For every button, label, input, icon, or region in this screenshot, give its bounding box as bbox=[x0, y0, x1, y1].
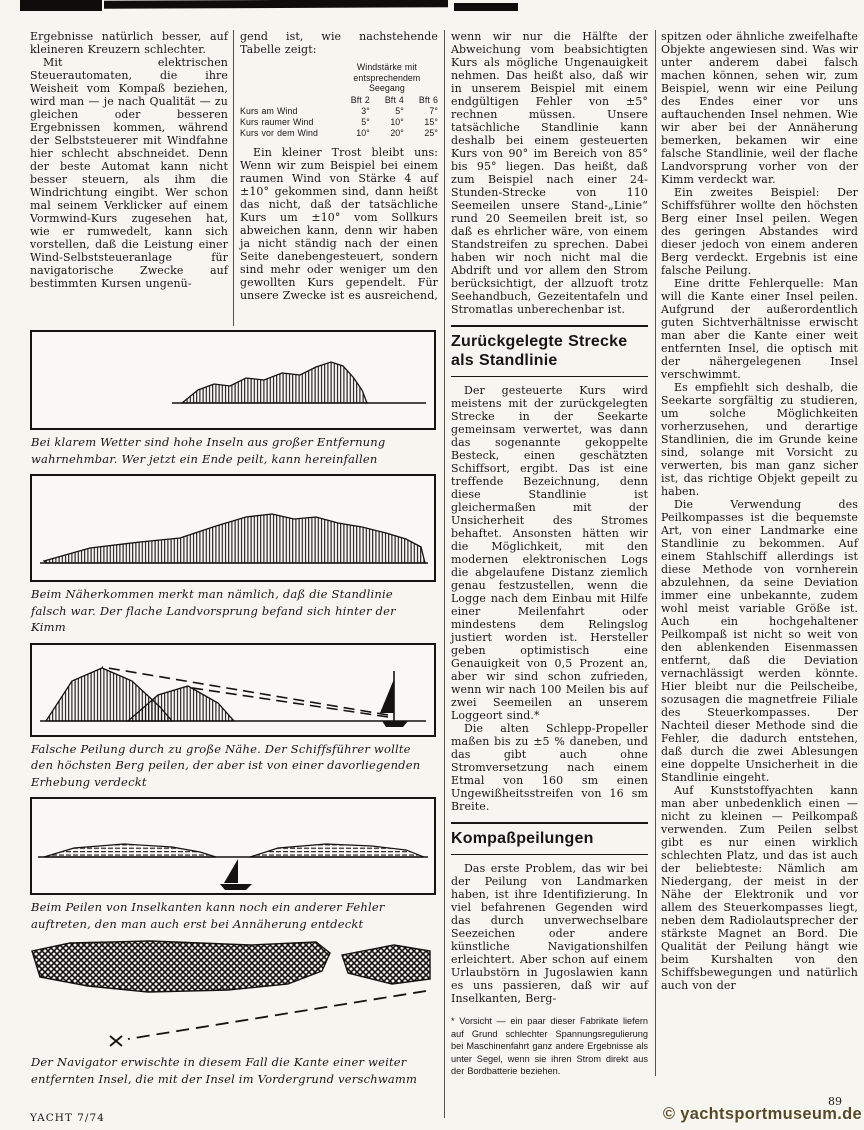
paragraph: Ein zweites Beispiel: Der Schiffsführer wollte den höchsten Berg einer Insel peilen. Wegen des geringen Abstandes wird dieser jedoch von einem anderen Berg verdeckt. Ergebnis ist eine falsche Peilung. bbox=[661, 186, 858, 277]
island-silhouette bbox=[250, 844, 424, 857]
paragraph: Das erste Problem, das wir bei der Peilung von Landmarken haben, ist ihre Identifizierung. In viel befahrenen Gegenden wird das durch unverwechselbare Seezeichen oder andere künstliche Navigationshilfen erleichtert. Aber schon auf einem Urlaubstörn in Jugoslawien kann es uns passieren, daß wir auf Inselkanten, Berg- bbox=[451, 862, 648, 1005]
cell-value: 10° bbox=[356, 127, 370, 138]
text-column-1 bbox=[30, 30, 228, 290]
watermark: © yachtsportmuseum.de bbox=[662, 1105, 862, 1123]
figure-false-bearing-illustration bbox=[30, 643, 436, 737]
cell-value: 7° bbox=[429, 105, 438, 116]
figure-island-edges-illustration bbox=[30, 797, 436, 895]
column-rule bbox=[233, 30, 234, 326]
illustration-block bbox=[30, 330, 436, 1094]
paragraph: Mit elektrischen Steuerautomaten, die ihre Weisheit vom Kompaß beziehen, wird man — je nach Qualität — zu gleichen oder besseren Ergebnissen kommen, während der Selbststeuerer mit Windfahne hier schlecht abschneidet. Denn der beste Automat kann nicht besser steuern, als ihm die Windrichtung eingibt. Wer schon mal seinem Verklicker auf einem Vormwind-Kurs zugesehen hat, wie er rumwedelt, kann sich vorstellen, daß die Leistung einer Wind-Selbststeueranlage für navigatorische Zwecke auf bestimmten Kursen ungenü- bbox=[30, 56, 228, 290]
cell-value: 3° bbox=[361, 105, 370, 116]
bearing-line-dashed bbox=[128, 991, 426, 1039]
section-heading-zurueckgelegte-strecke: Zurückgelegte Strecke als Standlinie bbox=[451, 325, 648, 377]
crop-mark bbox=[104, 0, 448, 9]
text-column-2 bbox=[240, 30, 438, 302]
boat-hull bbox=[382, 721, 408, 727]
table-col-header: Bft 2 bbox=[350, 94, 370, 105]
text-column-3 bbox=[451, 30, 648, 1078]
crop-mark bbox=[20, 0, 102, 11]
cell-value: 20° bbox=[390, 127, 404, 138]
background-island-mass bbox=[342, 945, 430, 984]
paragraph: spitzen oder ähnliche zweifelhafte Objekte angewiesen sind. Was wir unter anderem dabei falsch machen können, sehen wir, zum Beispiel, wenn wir eine Peilung des Endes einer vor uns auftauchenden Insel nehmen. Wie wir aber bei der Annäherung bemerken, bekamen wir eine falsche Standlinie, weil der flache Landvorsprung vorher von der Kimm verdeckt war. bbox=[661, 30, 858, 186]
paragraph: Die alten Schlepp-Propeller maßen bis zu ±5 % daneben, und das gibt auch ohne Stromversetzung nach einem Etmal von 160 sm einen Ungewißheitsstreifen von 16 sm Breite. bbox=[451, 722, 648, 813]
table-col-header: Bft 4 bbox=[384, 94, 404, 105]
row-label: Kurs am Wind bbox=[240, 105, 298, 116]
table-row bbox=[240, 128, 438, 139]
figure-approaching-island-illustration bbox=[30, 474, 436, 582]
cell-value: 10° bbox=[390, 116, 404, 127]
figure-caption: Bei klarem Wetter sind hohe Inseln aus großer Entfernung wahrnehmbar. Wer jetzt ein Ende peilt, kann hereinfallen bbox=[31, 435, 386, 466]
column-rule bbox=[444, 30, 445, 1118]
paragraph: Die Verwendung des Peilkompasses ist die bequemste Art, von einer Landmarke eine Standlinie zu bekommen. Auf einem Stahlschiff allerdings ist diese Methode von vornherein abzulehnen, da seine Deviation immer eine unbekannte, zudem wohl meist variable Größe ist. Auch ein hochgehaltener Peilkompaß ist nicht so weit von den ablenkenden Eisenmassen entfernt, daß die Deviation vernachlässigt werden könnte. Hier bleibt nur die Peilscheibe, sozusagen die magnetfreie Filiale des Steuerkompasses. Der Nachteil dieser Methode sind die Fehler, die dadurch entstehen, daß durch die zwei Ablesungen eine doppelte Unsicherheit in die Standlinie eingeht. bbox=[661, 498, 858, 784]
magazine-issue-label: YACHT 7/74 bbox=[30, 1112, 105, 1124]
figure-caption: Beim Peilen von Inselkanten kann noch ein anderer Fehler auftreten, den man auch erst bei Annäherung entdeckt bbox=[31, 900, 385, 931]
text-column-4 bbox=[661, 30, 858, 992]
table-row bbox=[240, 117, 438, 128]
island-silhouette bbox=[44, 844, 216, 857]
boat-sail bbox=[224, 859, 238, 883]
paragraph: Der gesteuerte Kurs wird meistens mit der zurückgelegten Strecke in der Seekarte gemeinsam verwertet, was dann das sogenannte gekoppelte Besteck, einen geschätzten Schiffsort, ergibt. Das ist eine treffende Bezeichnung, denn diese Standlinie ist gleichermaßen mit der Unsicherheit des Stromes behaftet. Ansonsten hätten wir die Möglichkeit, mit den modernen elektronischen Logs die abgelaufene Distanz ziemlich genau festzustellen, wenn die Logge nach dem Einbau mit Hilfe einer Meilenfahrt oder mindestens dem Relingslog justiert worden ist. Hersteller geben optimistisch eine Genauigkeit von 0,5 Prozent an, aber wir sind schon zufrieden, wenn wir nach 100 Meilen bis auf zwei Seemeilen an unserem Loggeort sind.* bbox=[451, 384, 648, 722]
table-col-header: Bft 6 bbox=[418, 94, 438, 105]
foreground-island-mass bbox=[32, 941, 330, 992]
wind-error-table bbox=[240, 62, 438, 139]
row-label: Kurs raumer Wind bbox=[240, 116, 314, 127]
table-row bbox=[240, 106, 438, 117]
paragraph: Ergebnisse natürlich besser, auf kleineren Kreuzern schlechter. bbox=[30, 30, 228, 56]
paragraph: Es empfiehlt sich deshalb, die Seekarte sorgfältig zu studieren, um solche Möglichkeiten vorherzusehen, und derartige Standlinien, die im Grunde keine sind, solange mit Vorsicht zu verwerten, bis man ganz sicher ist, das richtige Objekt gepeilt zu haben. bbox=[661, 381, 858, 498]
crop-mark bbox=[454, 3, 518, 11]
paragraph: Auf Kunststoffyachten kann man aber unbedenklich einen — nicht zu kleinen — Peilkompaß verwenden. Zum Peilen selbst gibt es nur einen wirklich schlechten Platz, und das ist auch der beliebteste: Nämlich am Niedergang, der meist in der Nähe der Elektronik und vor allem des Steuerkompasses liegt, neben dem Radiolautsprecher der stärkste Magnet an Bord. Die Qualität der Peilung hängt wie beim Kurshalten von den Schiffsbewegungen und natürlich auch von der bbox=[661, 784, 858, 992]
cell-value: 5° bbox=[395, 105, 404, 116]
footnote: * Vorsicht — ein paar dieser Fabrikate liefern auf Grund schlechter Spannungsregulierung bei Maschinenfahrt ganz andere Ergebnisse als unter Segel, wenn sie ihren Strom direkt aus der Bordbatterie beziehen. bbox=[451, 1016, 648, 1077]
boat-hull bbox=[220, 884, 252, 890]
figure-caption: Falsche Peilung durch zu große Nähe. Der Schiffsführer wollte den höchsten Berg peilen, der aber ist von einer davorliegenden Erhebung verdeckt bbox=[31, 741, 421, 789]
figure-distant-island-illustration bbox=[30, 330, 436, 430]
paragraph: gend ist, wie nachstehende Tabelle zeigt: bbox=[240, 30, 438, 56]
paragraph: Eine dritte Fehlerquelle: Man will die Kante einer Insel peilen. Aufgrund der außerordentlich guten Sichtverhältnisse erwischt man aber die Kante einer weit entfernten Insel, die optisch mit der nähergelegenen Insel verschwimmt. bbox=[661, 277, 858, 381]
figure-caption: Beim Näherkommen merkt man nämlich, daß die Standlinie falsch war. Der flache Landvorsprung befand sich hinter der Kimm bbox=[31, 587, 396, 634]
page-number: 89 bbox=[828, 1095, 842, 1108]
cell-value: 25° bbox=[424, 127, 438, 138]
cell-value: 5° bbox=[361, 116, 370, 127]
boat-sail bbox=[380, 679, 394, 713]
paragraph: wenn wir nur die Hälfte der Abweichung vom beabsichtigten Kurs als mögliche Ungenauigkeit nehmen. Das heißt also, daß wir in unserem Beispiel mit einem endgültigen Fehler von ±5° rechnen müssen. Unsere tatsächliche Standlinie kann deshalb bei einem gesteuerten Kurs von 90° im Bereich von 85° bis 95° liegen. Das heißt, daß zum Beispiel nach einer 24-Stunden-Strecke von 110 Seemeilen unsere Stand-„Linie“ rund 20 Seemeilen breit ist, so daß es ehrlicher wäre, von einem Standstreifen zu sprechen. Dabei haben wir noch nicht mal die Abdrift und vor allem den Strom berücksichtigt, der allzuoft trotz Seehandbuch, Gezeitentafeln und Stromatlas unberechenbar ist. bbox=[451, 30, 648, 316]
column-rule bbox=[655, 30, 656, 1076]
island-silhouette bbox=[44, 514, 425, 563]
section-heading-kompasspeilungen: Kompaßpeilungen bbox=[451, 822, 648, 855]
figure-caption: Der Navigator erwischte in diesem Fall die Kante einer weiter entfernten Insel, die mit der Insel im Vordergrund verschwamm bbox=[31, 1055, 418, 1086]
cell-value: 15° bbox=[424, 116, 438, 127]
row-label: Kurs vor dem Wind bbox=[240, 127, 318, 138]
figure-chart-bearing-illustration bbox=[30, 939, 432, 1051]
paragraph: Ein kleiner Trost bleibt uns: Wenn wir zum Beispiel bei einem raumen Wind von Stärke 4 auf ±10° gekommen sind, dann heißt das nicht, daß der tatsächliche Kurs um ±10° vom Sollkurs abweichen kann, denn wir haben ja nicht ständig nach der einen Seite danebengesteuert, sondern sind mehr oder weniger um den gewollten Kurs gependelt. Für unsere Zwecke ist es ausreichend, bbox=[240, 145, 438, 302]
table-title: Windstärke mit entsprechendem Seegang bbox=[353, 62, 421, 93]
island-silhouette bbox=[182, 362, 367, 403]
